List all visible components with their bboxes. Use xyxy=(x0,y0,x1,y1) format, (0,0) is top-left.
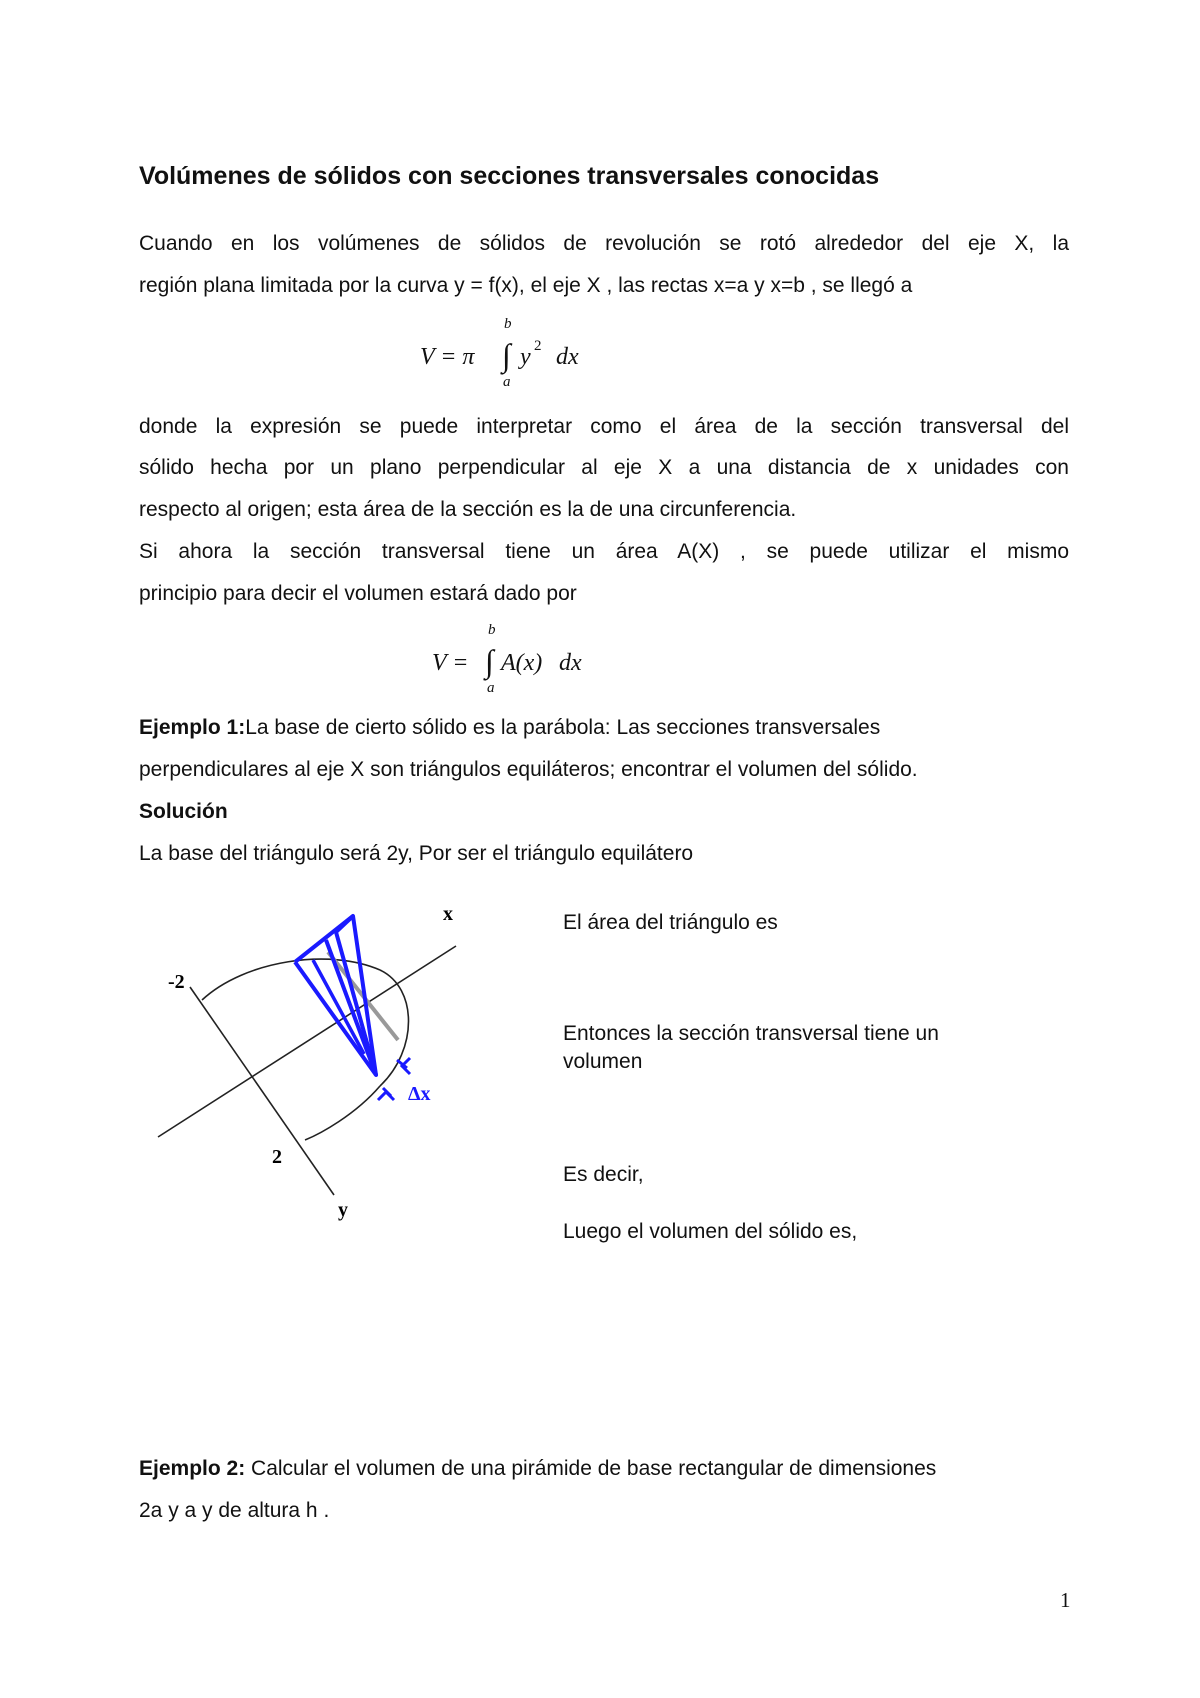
formula2-lhs: V = xyxy=(432,650,469,676)
page-number: 1 xyxy=(1060,1588,1071,1612)
para1-line1: Cuando en los volúmenes de sólidos de revolución se rotó alrededor del eje X, la xyxy=(139,232,1069,255)
para2-line1: donde la expresión se puede interpretar como el área de la sección transversal del xyxy=(139,415,1069,438)
formula2-lower: a xyxy=(487,680,495,696)
example1-line1 xyxy=(139,716,880,740)
formula1-lhs: V = π xyxy=(420,344,475,370)
label-2: 2 xyxy=(272,1146,282,1168)
formula2-dx: dx xyxy=(559,650,582,676)
area-text: El área del triángulo es xyxy=(563,911,778,934)
example2-line2: 2a y a y de altura h . xyxy=(139,1499,330,1522)
label-dx: Δx xyxy=(408,1083,431,1105)
example1-label: Ejemplo 1: xyxy=(139,716,246,739)
para1-line2: región plana limitada por la curva y = f(x), el eje X , las rectas x=a y x=b , se llegó a xyxy=(139,274,913,297)
formula1-dx: dx xyxy=(556,344,579,370)
formula2-upper: b xyxy=(488,622,496,638)
volume-text-line2: volumen xyxy=(563,1050,643,1073)
solid-figure xyxy=(150,890,480,1230)
dx-mark-top xyxy=(397,1058,410,1074)
es-decir-text: Es decir, xyxy=(563,1163,644,1186)
example1-line2: perpendiculares al eje X son triángulos equiláteros; encontrar el volumen del sólido. xyxy=(139,758,918,781)
volume-text-line1: Entonces la sección transversal tiene un xyxy=(563,1022,939,1045)
para2-line2: sólido hecha por un plano perpendicular al eje X a una distancia de x unidades con xyxy=(139,456,1069,479)
formula1-exponent: 2 xyxy=(534,338,542,354)
solution-label: Solución xyxy=(139,800,228,823)
example2-line1-text: Calcular el volumen de una pirámide de base rectangular de dimensiones xyxy=(245,1457,937,1480)
label-neg2: -2 xyxy=(168,971,185,993)
formula2-integrand: A(x) xyxy=(501,650,543,676)
example1-line1-text: La base de cierto sólido es la parábola: Las secciones transversales xyxy=(245,716,881,739)
para2-line5: principio para decir el volumen estará dado por xyxy=(139,582,577,605)
para2-line4: Si ahora la sección transversal tiene un área A(X) , se puede utilizar el mismo xyxy=(139,540,1069,563)
label-x: x xyxy=(443,903,453,925)
formula2-integral: ∫ xyxy=(485,643,494,679)
example2-label: Ejemplo 2: xyxy=(139,1457,246,1480)
example2-line1 xyxy=(139,1457,936,1481)
solution-line: La base del triángulo será 2y, Por ser el triángulo equilátero xyxy=(139,842,694,865)
label-y: y xyxy=(338,1199,348,1221)
luego-text: Luego el volumen del sólido es, xyxy=(563,1220,858,1243)
parabola-lower xyxy=(305,1086,380,1140)
x-axis-line xyxy=(158,946,456,1137)
para2-line3: respecto al origen; esta área de la sección es la de una circunferencia. xyxy=(139,498,797,521)
formula1-upper: b xyxy=(504,316,512,332)
y-axis-line xyxy=(190,987,334,1195)
formula1-lower: a xyxy=(503,374,511,390)
formula1-integrand: y xyxy=(520,344,531,370)
dx-mark-bottom xyxy=(378,1088,394,1100)
formula1-integral: ∫ xyxy=(502,337,511,373)
triangle-inner-edge xyxy=(326,940,376,1075)
page-title: Volúmenes de sólidos con secciones transversales conocidas xyxy=(139,162,880,190)
